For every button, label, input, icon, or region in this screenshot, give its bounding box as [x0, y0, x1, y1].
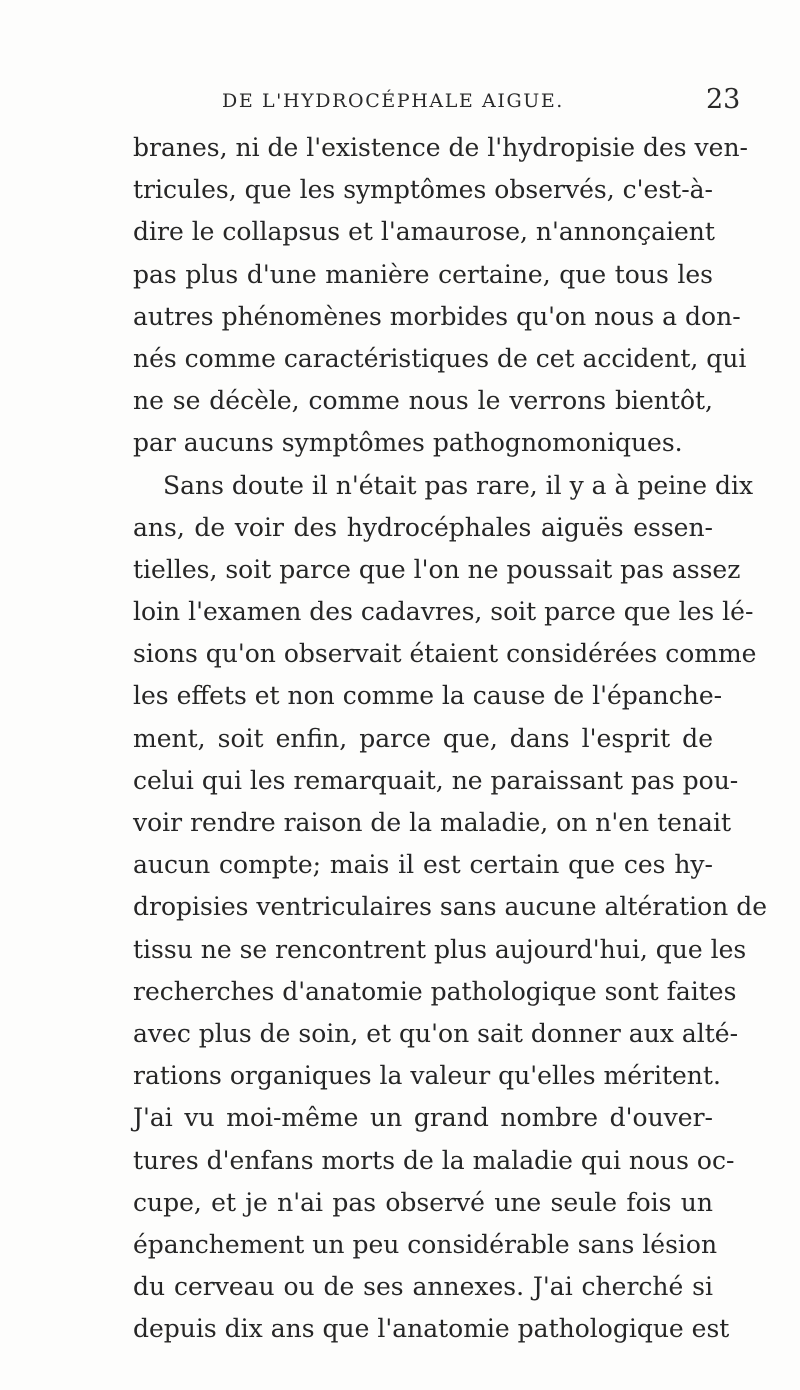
text-line: ne se décèle, comme nous le verrons bientôt,	[133, 386, 713, 416]
text-line: recherches d'anatomie pathologique sont faites	[133, 976, 737, 1006]
text-line: Sans doute il n'était pas rare, il y a à peine dix	[163, 470, 754, 500]
text-line: dropisies ventriculaires sans aucune altération de	[133, 892, 768, 922]
text-line: nés comme caractéristiques de cet accident, qui	[133, 343, 747, 373]
text-line: tures d'enfans morts de la maladie qui nous oc-	[133, 1145, 735, 1175]
text-line: depuis dix ans que l'anatomie pathologique est	[133, 1314, 730, 1344]
text-line: voir rendre raison de la maladie, on n'en tenait	[133, 808, 731, 837]
text-line: loin l'examen des cadavres, soit parce que les lé-	[133, 597, 754, 627]
text-line: J'ai vu moi-même un grand nombre d'ouver-	[133, 1103, 713, 1133]
text-line: avec plus de soin, et qu'on sait donner aux alté-	[133, 1018, 739, 1048]
running-title: DE L'HYDROCÉPHALE AIGUE.	[222, 90, 564, 112]
text-line: celui qui les remarquait, ne paraissant pas pou-	[133, 765, 739, 795]
text-line: dire le collapsus et l'amaurose, n'annonçaient	[133, 217, 715, 247]
text-line: les effets et non comme la cause de l'épanche-	[133, 681, 723, 711]
text-line: tricules, que les symptômes observés, c'est-à-	[133, 175, 713, 205]
text-line: du cerveau ou de ses annexes. J'ai cherché si	[133, 1272, 713, 1302]
text-line: sions qu'on observait étaient considérées comme	[133, 639, 757, 669]
text-line: autres phénomènes morbides qu'on nous a don-	[133, 301, 741, 331]
text-line: ment, soit enfin, parce que, dans l'esprit de	[133, 723, 713, 753]
text-line: branes, ni de l'existence de l'hydropisie des ven-	[133, 133, 748, 162]
text-line: tielles, soit parce que l'on ne poussait pas assez	[133, 554, 741, 584]
text-line: ans, de voir des hydrocéphales aiguës essen-	[133, 512, 713, 542]
text-line: par aucuns symptômes pathognomoniques.	[133, 428, 683, 458]
text-line: tissu ne se rencontrent plus aujourd'hui, que les	[133, 934, 747, 964]
text-line: cupe, et je n'ai pas observé une seule fois un	[133, 1187, 713, 1217]
text-line: pas plus d'une manière certaine, que tous les	[133, 259, 713, 289]
text-line: rations organiques la valeur qu'elles méritent.	[133, 1061, 721, 1091]
body-text	[133, 127, 768, 1350]
page-number: 23	[706, 84, 741, 115]
text-line: épanchement un peu considérable sans lésion	[133, 1229, 718, 1259]
running-header	[0, 80, 800, 120]
text-line: aucun compte; mais il est certain que ces hy-	[133, 850, 713, 880]
